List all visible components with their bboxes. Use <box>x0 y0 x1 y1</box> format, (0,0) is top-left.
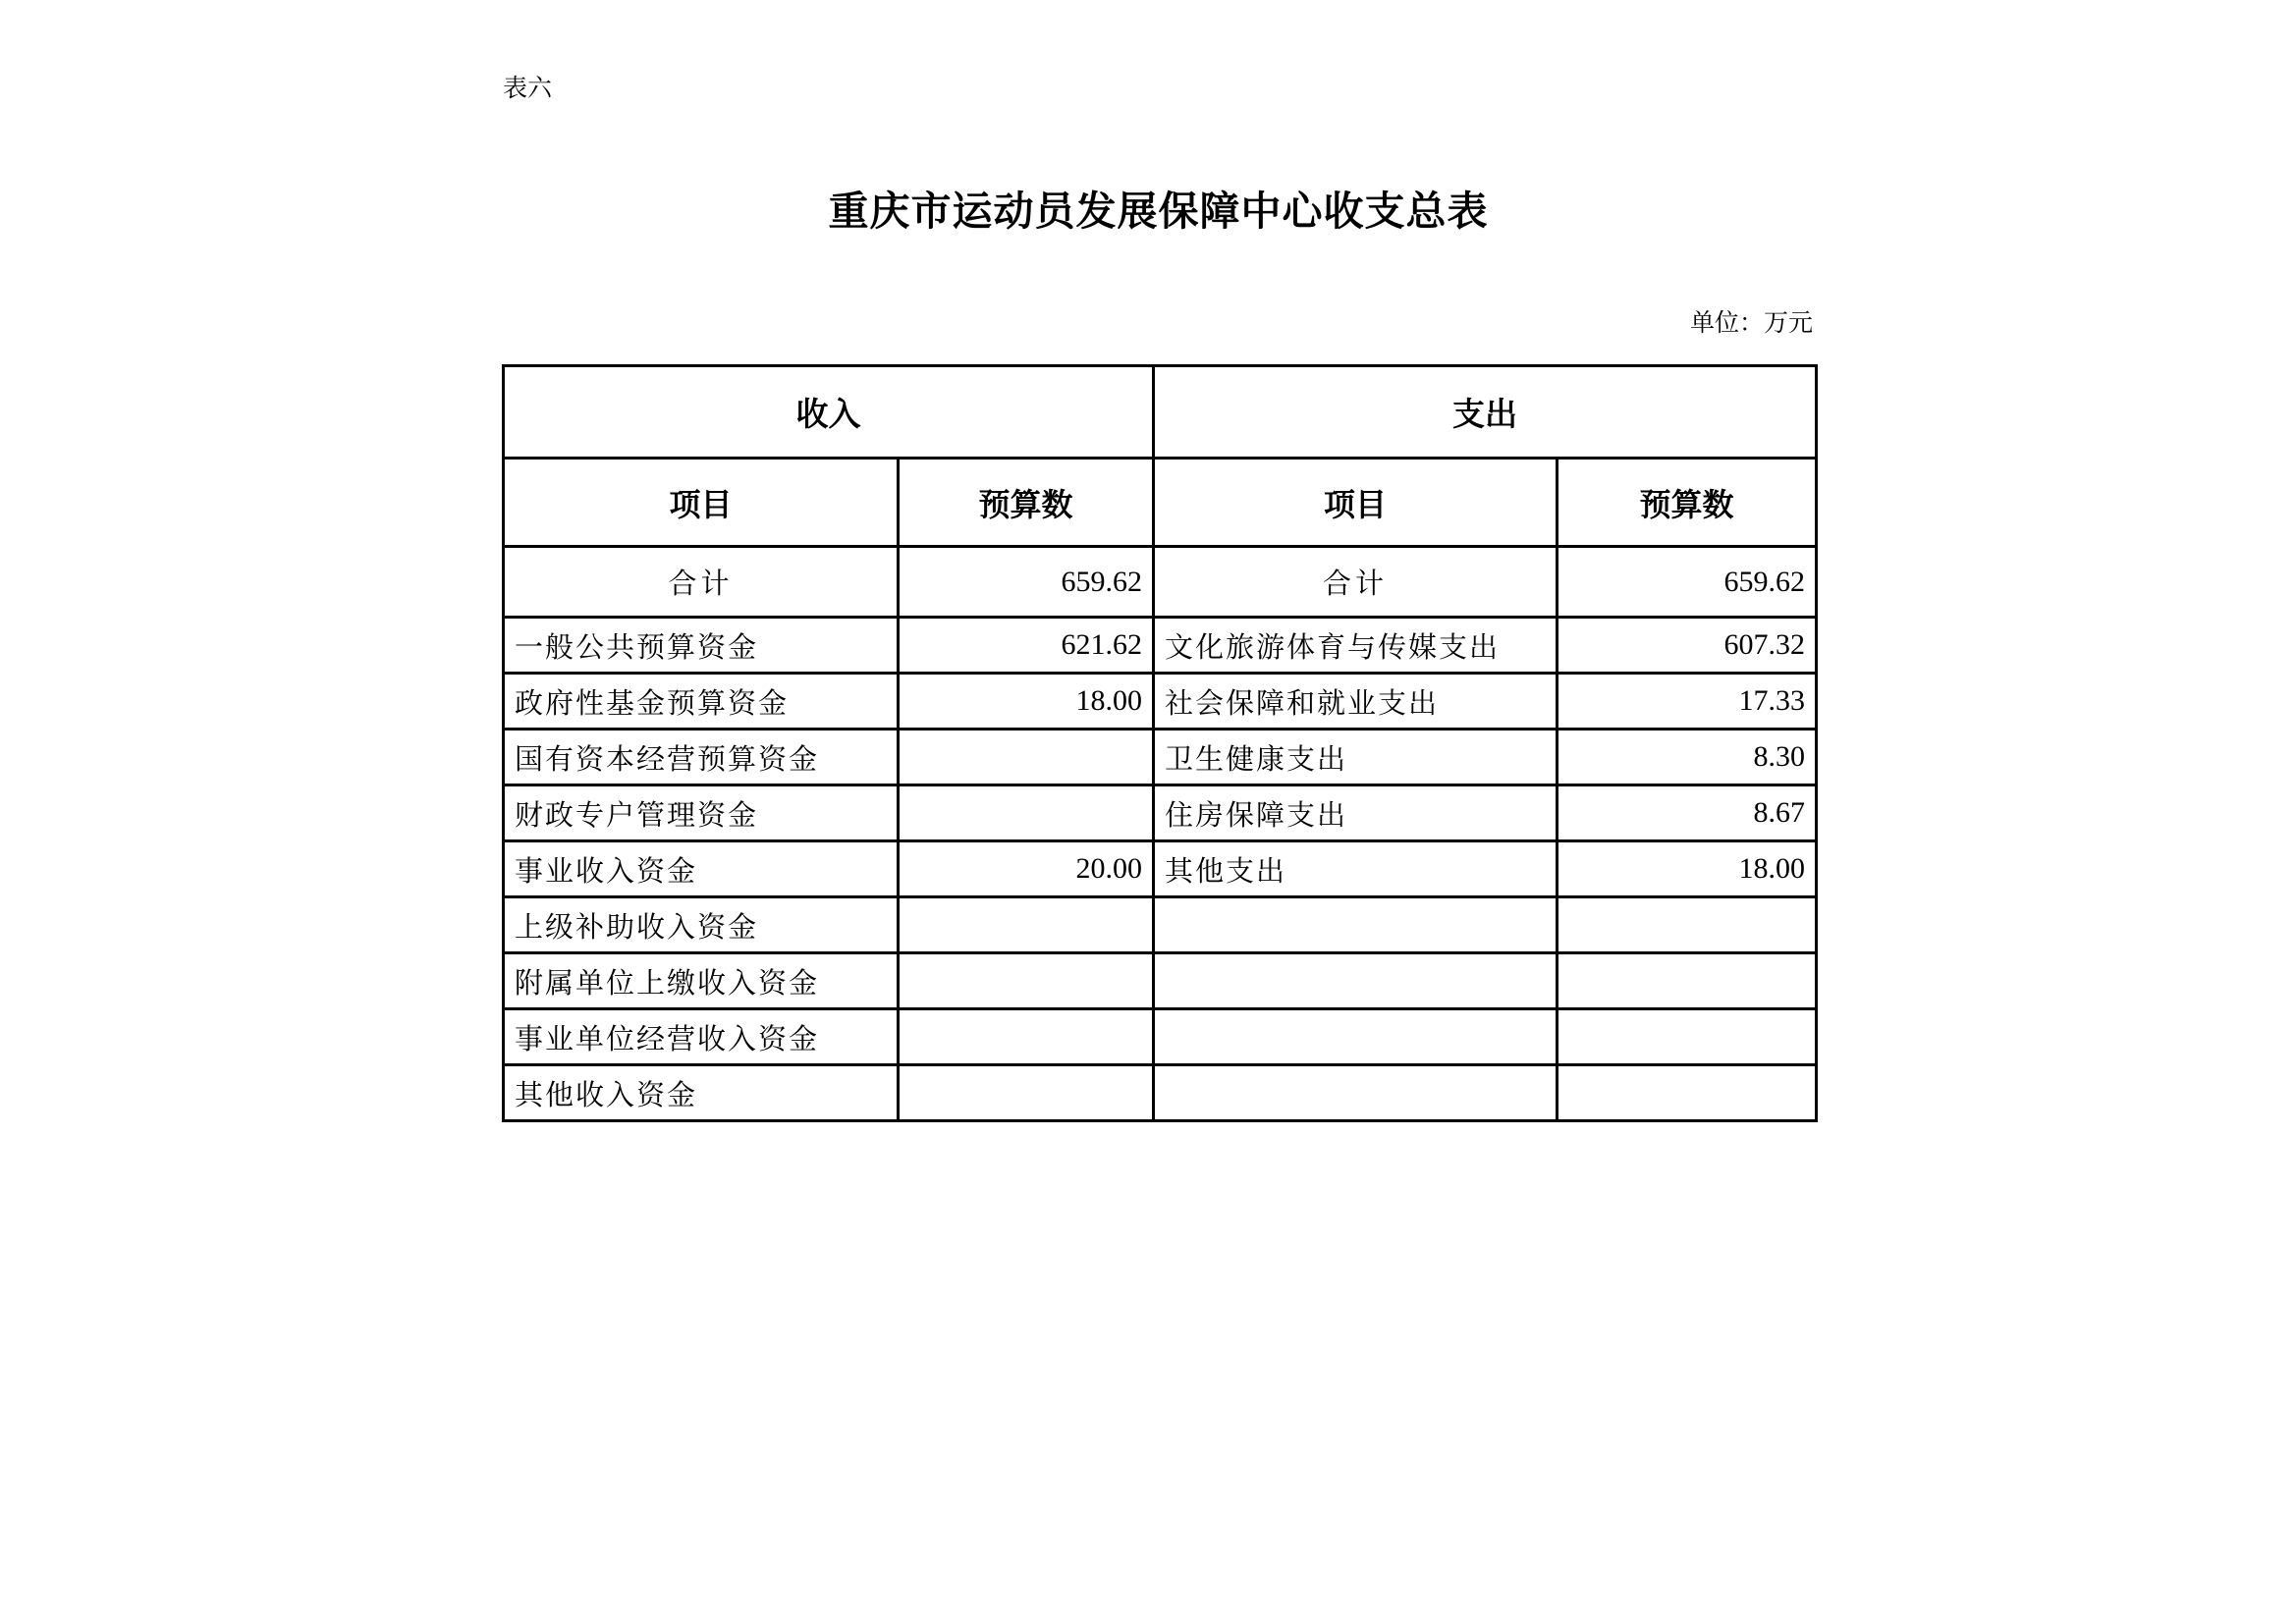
unit-note: 单位：万元 <box>1689 310 1813 337</box>
expense-value-cell: 659.62 <box>1558 547 1817 618</box>
income-value-cell <box>899 1009 1154 1065</box>
expense-value-cell: 18.00 <box>1558 841 1817 897</box>
expense-item-cell <box>1154 1009 1558 1065</box>
expense-item-cell <box>1154 953 1558 1009</box>
expense-item-cell: 住房保障支出 <box>1154 785 1558 841</box>
expense-value-cell <box>1558 897 1817 953</box>
table-row <box>504 674 1817 730</box>
income-item-cell: 事业收入资金 <box>504 841 899 897</box>
income-value-cell <box>899 953 1154 1009</box>
income-value-cell: 621.62 <box>899 618 1154 674</box>
income-value-cell <box>899 730 1154 785</box>
income-item-cell: 国有资本经营预算资金 <box>504 730 899 785</box>
table-row <box>504 841 1817 897</box>
income-item-cell: 事业单位经营收入资金 <box>504 1009 899 1065</box>
income-value-cell: 18.00 <box>899 674 1154 730</box>
income-value-cell <box>899 1065 1154 1121</box>
section-header-row <box>504 366 1817 459</box>
income-item-cell: 合计 <box>504 547 899 618</box>
table-row <box>504 953 1817 1009</box>
income-item-cell: 财政专户管理资金 <box>504 785 899 841</box>
expenditure-section-header: 支出 <box>1154 366 1817 459</box>
expense-value-cell: 8.67 <box>1558 785 1817 841</box>
page-title: 重庆市运动员发展保障中心收支总表 <box>828 189 1489 234</box>
expense-value-cell <box>1558 1065 1817 1121</box>
budget-summary-table <box>502 364 1818 1122</box>
expense-item-cell <box>1154 1065 1558 1121</box>
table-row <box>504 1009 1817 1065</box>
income-value-cell <box>899 897 1154 953</box>
table-row <box>504 730 1817 785</box>
expense-value-cell <box>1558 1009 1817 1065</box>
income-item-header: 项目 <box>504 459 899 547</box>
income-budget-header: 预算数 <box>899 459 1154 547</box>
expense-budget-header: 预算数 <box>1558 459 1817 547</box>
income-item-cell: 政府性基金预算资金 <box>504 674 899 730</box>
income-value-cell <box>899 785 1154 841</box>
income-item-cell: 附属单位上缴收入资金 <box>504 953 899 1009</box>
expense-item-cell: 卫生健康支出 <box>1154 730 1558 785</box>
income-value-cell: 20.00 <box>899 841 1154 897</box>
expense-item-cell: 文化旅游体育与传媒支出 <box>1154 618 1558 674</box>
expense-value-cell: 8.30 <box>1558 730 1817 785</box>
expense-value-cell: 607.32 <box>1558 618 1817 674</box>
income-value-cell: 659.62 <box>899 547 1154 618</box>
income-item-cell: 一般公共预算资金 <box>504 618 899 674</box>
income-item-cell: 其他收入资金 <box>504 1065 899 1121</box>
table-row-total <box>504 547 1817 618</box>
table-body <box>504 547 1817 1121</box>
expense-item-cell <box>1154 897 1558 953</box>
expense-item-header: 项目 <box>1154 459 1558 547</box>
income-item-cell: 上级补助收入资金 <box>504 897 899 953</box>
income-section-header: 收入 <box>504 366 1154 459</box>
expense-item-cell: 其他支出 <box>1154 841 1558 897</box>
table-row <box>504 897 1817 953</box>
table-row <box>504 618 1817 674</box>
table-row <box>504 1065 1817 1121</box>
expense-item-cell: 社会保障和就业支出 <box>1154 674 1558 730</box>
column-header-row <box>504 459 1817 547</box>
table-row <box>504 785 1817 841</box>
expense-value-cell <box>1558 953 1817 1009</box>
expense-value-cell: 17.33 <box>1558 674 1817 730</box>
table-number-label: 表六 <box>503 76 553 102</box>
expense-item-cell: 合计 <box>1154 547 1558 618</box>
